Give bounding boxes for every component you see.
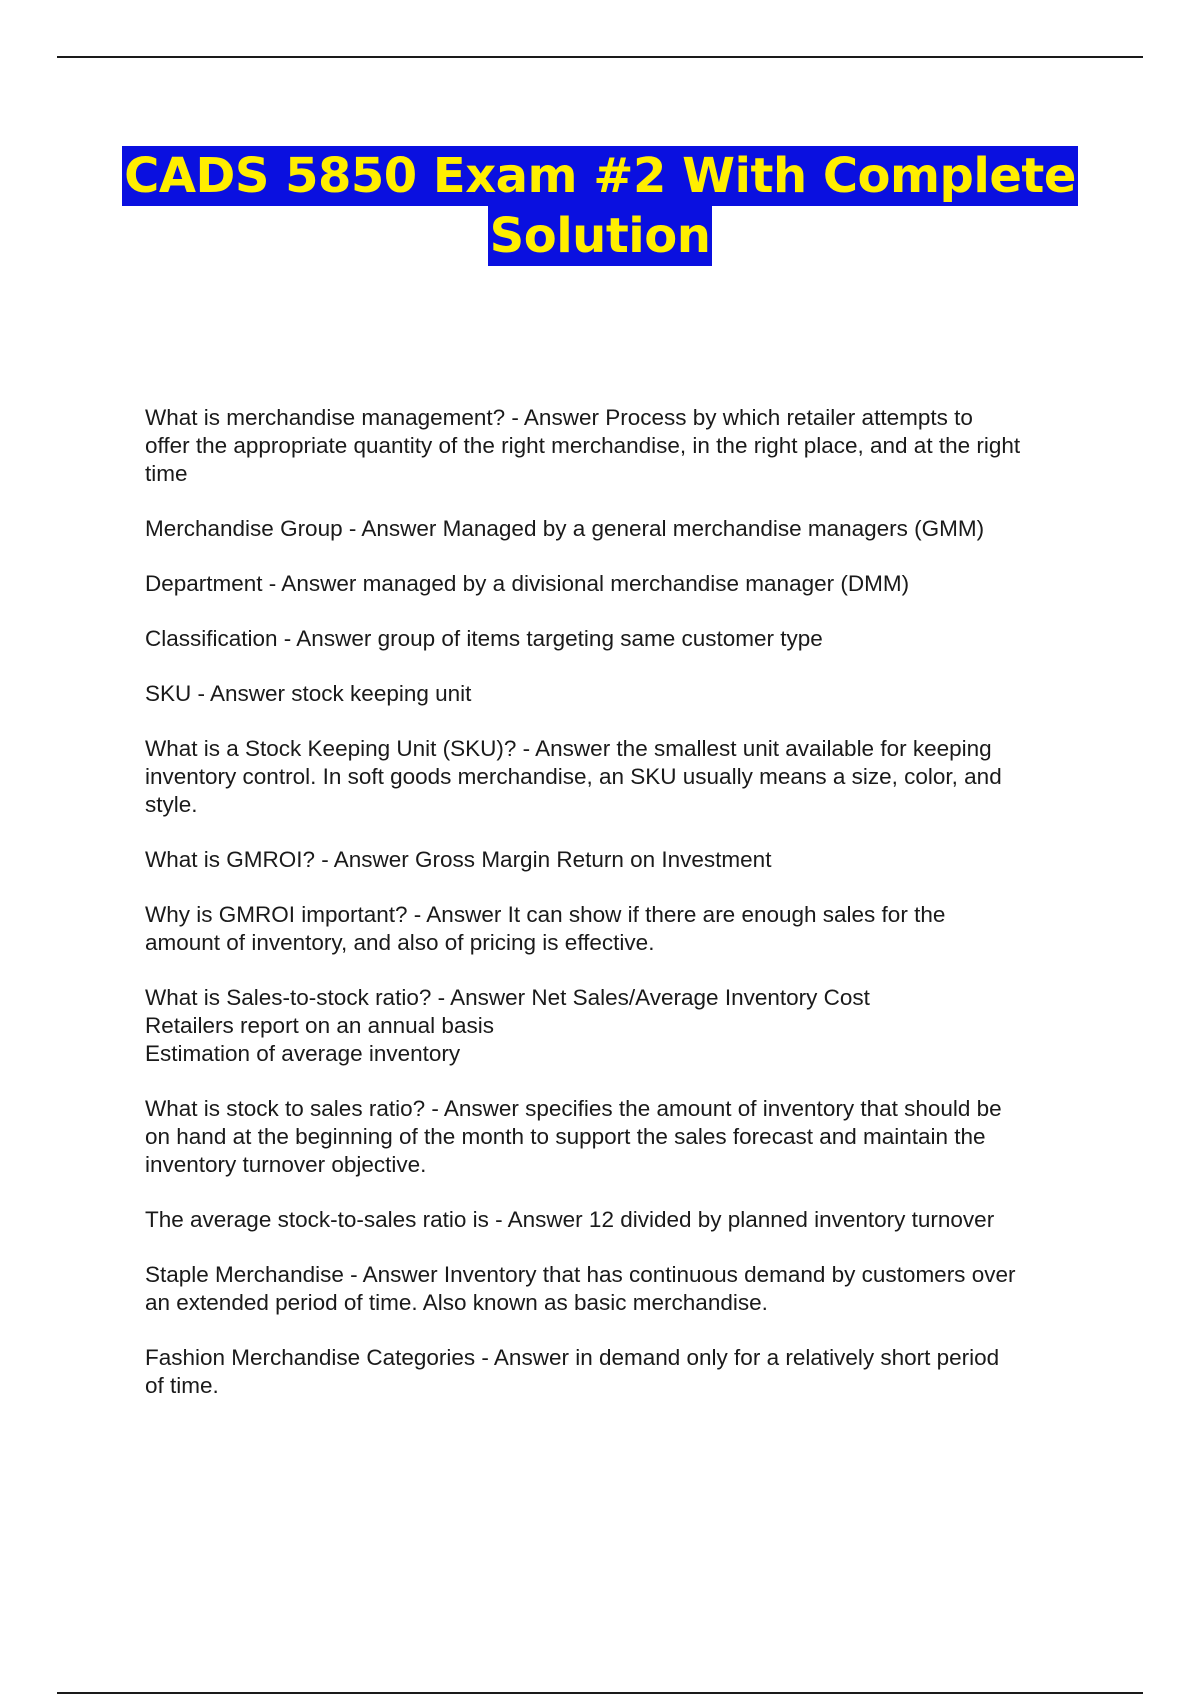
qa-entry: Fashion Merchandise Categories - Answer in demand only for a relatively short period of time.: [145, 1345, 1000, 1398]
title-line-2: Solution: [489, 208, 711, 264]
bottom-rule: [57, 1692, 1143, 1694]
qa-entry: Department - Answer managed by a divisional merchandise manager (DMM): [145, 571, 910, 596]
qa-list: [145, 404, 1090, 1427]
title-line-1: CADS 5850 Exam #2 With Complete: [124, 148, 1076, 204]
qa-entry: Classification - Answer group of items targeting same customer type: [145, 626, 823, 651]
top-rule: [57, 56, 1143, 58]
qa-entry: What is Sales-to-stock ratio? - Answer Net Sales/Average Inventory Cost Retailers report on an annual basis Estimation of average inventory: [145, 985, 870, 1066]
qa-entry: The average stock-to-sales ratio is - Answer 12 divided by planned inventory turnover: [145, 1207, 995, 1232]
qa-entry: What is GMROI? - Answer Gross Margin Return on Investment: [145, 847, 772, 872]
qa-entry: SKU - Answer stock keeping unit: [145, 681, 472, 706]
qa-entry: What is stock to sales ratio? - Answer specifies the amount of inventory that should be on hand at the beginning of the month to support the sales forecast and maintain the inventory turnover objective.: [145, 1096, 1002, 1177]
qa-entry: What is a Stock Keeping Unit (SKU)? - Answer the smallest unit available for keeping inventory control. In soft goods merchandise, an SKU usually means a size, color, and style.: [145, 736, 1002, 817]
qa-entry: Why is GMROI important? - Answer It can show if there are enough sales for the amount of inventory, and also of pricing is effective.: [145, 902, 946, 955]
qa-entry: What is merchandise management? - Answer Process by which retailer attempts to offer the appropriate quantity of the right merchandise, in the right place, and at the right time: [145, 405, 1021, 486]
qa-entry: Merchandise Group - Answer Managed by a general merchandise managers (GMM): [145, 516, 985, 541]
qa-entry: Staple Merchandise - Answer Inventory that has continuous demand by customers over an extended period of time. Also known as basic merchandise.: [145, 1262, 1016, 1315]
document-title: [0, 146, 1200, 266]
